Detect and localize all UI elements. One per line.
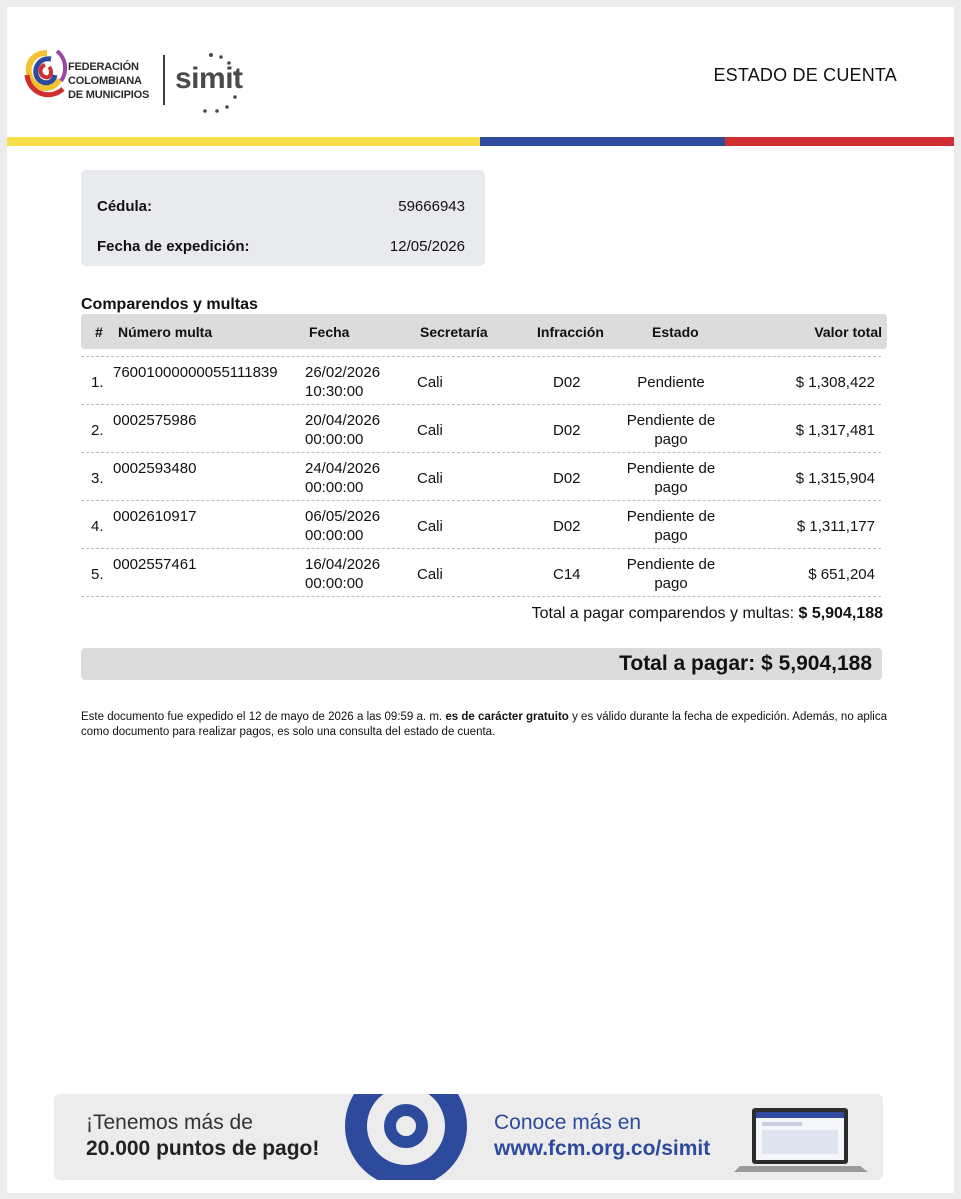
- legal-note: [81, 710, 887, 740]
- table-header: [81, 314, 887, 349]
- infraction-code: D02: [553, 470, 581, 487]
- infraction-code: C14: [553, 566, 581, 583]
- row-number: 4.: [91, 518, 104, 535]
- fine-number: 0002610917: [113, 508, 197, 525]
- fines-subtotal: [532, 605, 883, 623]
- fine-time: 00:00:00: [305, 575, 364, 592]
- fine-date: 16/04/2026: [305, 556, 381, 573]
- status-line: pago: [654, 575, 688, 592]
- banner-right-line1: Conoce más en: [494, 1111, 642, 1134]
- flag-stripe-blue: [480, 137, 725, 146]
- row-number: 2.: [91, 422, 104, 439]
- col-header-status: Estado: [652, 324, 699, 340]
- ring-logo-icon: [344, 1094, 468, 1180]
- status-line: Pendiente de: [626, 412, 716, 429]
- fine-number: 0002557461: [113, 556, 197, 573]
- org-name-line: FEDERACIÓN: [68, 61, 139, 73]
- fine-status: [611, 373, 731, 392]
- laptop-icon: [732, 1106, 872, 1174]
- section-title: Comparendos y multas: [81, 296, 258, 313]
- row-number: 1.: [91, 374, 104, 391]
- status-line: Pendiente de: [626, 460, 716, 477]
- fcm-logo-icon: [21, 45, 71, 107]
- cedula-label: Cédula:: [97, 198, 153, 215]
- document-title: ESTADO DE CUENTA: [713, 65, 897, 85]
- flag-stripe-red: [725, 137, 954, 146]
- banner-left-line2: 20.000 puntos de pago!: [86, 1137, 320, 1160]
- id-info-box: [81, 170, 485, 266]
- col-header-secretariat: Secretaría: [420, 324, 488, 340]
- secretariat: Cali: [417, 470, 443, 487]
- status-line: Pendiente de: [626, 556, 716, 573]
- total-value: $ 1,311,177: [796, 518, 875, 535]
- secretariat: Cali: [417, 374, 443, 391]
- fine-number: 0002593480: [113, 460, 197, 477]
- status-line: Pendiente: [637, 374, 705, 391]
- total-value: $ 1,315,904: [795, 470, 875, 487]
- table-row: [81, 452, 881, 500]
- secretariat: Cali: [417, 566, 443, 583]
- note-text-2: y es válido durante la fecha de expedición. Además, no aplica como documento para realizar pagos, es solo una consulta del estado de cuenta.: [81, 711, 887, 738]
- issue-date-value: 12/05/2026: [389, 238, 465, 255]
- org-name-line: COLOMBIANA: [68, 75, 142, 87]
- banner-url-link[interactable]: www.fcm.org.co/simit: [494, 1137, 711, 1160]
- table-bottom-rule: [81, 596, 881, 597]
- col-header-fine-number: Número multa: [118, 324, 213, 340]
- col-header-date: Fecha: [309, 324, 350, 340]
- table-row: [81, 548, 881, 596]
- fine-time: 00:00:00: [305, 527, 364, 544]
- col-header-total: Valor total: [814, 324, 882, 340]
- infraction-code: D02: [553, 422, 581, 439]
- fine-date: 06/05/2026: [305, 508, 381, 525]
- fine-status: [611, 555, 731, 593]
- issue-date-label: Fecha de expedición:: [97, 238, 250, 255]
- table-row: [81, 404, 881, 452]
- fine-time: 00:00:00: [305, 479, 364, 496]
- fine-status: [611, 411, 731, 449]
- banner-left-line1: ¡Tenemos más de: [86, 1111, 253, 1134]
- subtotal-label: Total a pagar comparendos y multas:: [531, 605, 795, 622]
- note-text-1: Este documento fue expedido el 12 de mayo de 2026 a las 09:59 a. m.: [81, 711, 443, 723]
- grand-total-text: Total a pagar: $ 5,904,188: [619, 652, 872, 675]
- table-row: [81, 356, 881, 404]
- status-line: pago: [654, 479, 688, 496]
- col-header-number: #: [95, 324, 103, 340]
- infraction-code: D02: [553, 374, 581, 391]
- header: [7, 7, 954, 137]
- table-row: [81, 500, 881, 548]
- status-line: pago: [654, 431, 688, 448]
- fine-date: 26/02/2026: [305, 364, 381, 381]
- subtotal-value: $ 5,904,188: [798, 605, 883, 622]
- total-value: $ 1,317,481: [795, 422, 875, 439]
- secretariat: Cali: [417, 518, 443, 535]
- fine-number: 76001000000055111839: [113, 364, 278, 381]
- col-header-infraction: Infracción: [537, 324, 604, 340]
- status-line: Pendiente de: [626, 508, 716, 525]
- flag-stripe-yellow: [7, 137, 480, 146]
- fine-date: 20/04/2026: [305, 412, 381, 429]
- row-number: 3.: [91, 470, 104, 487]
- total-value: $ 1,308,422: [795, 374, 875, 391]
- fine-number: 0002575986: [113, 412, 197, 429]
- infraction-code: D02: [553, 518, 581, 535]
- note-bold-text: es de carácter gratuito: [445, 711, 569, 723]
- fine-status: [611, 459, 731, 497]
- row-number: 5.: [91, 566, 104, 583]
- grand-total-bar: [81, 648, 882, 680]
- fine-date: 24/04/2026: [305, 460, 381, 477]
- account-statement-page: [7, 7, 954, 1193]
- status-line: pago: [654, 527, 688, 544]
- promo-banner[interactable]: [54, 1094, 883, 1180]
- org-name-line: DE MUNICIPIOS: [68, 89, 150, 101]
- fcm-org-name: [68, 60, 149, 102]
- fine-time: 00:00:00: [305, 431, 364, 448]
- secretariat: Cali: [417, 422, 443, 439]
- fine-time: 10:30:00: [305, 383, 364, 400]
- total-value: $ 651,204: [808, 566, 875, 583]
- logo-divider: [163, 55, 165, 105]
- simit-brand: simit: [175, 62, 243, 95]
- fine-status: [611, 507, 731, 545]
- cedula-value: 59666943: [398, 198, 465, 215]
